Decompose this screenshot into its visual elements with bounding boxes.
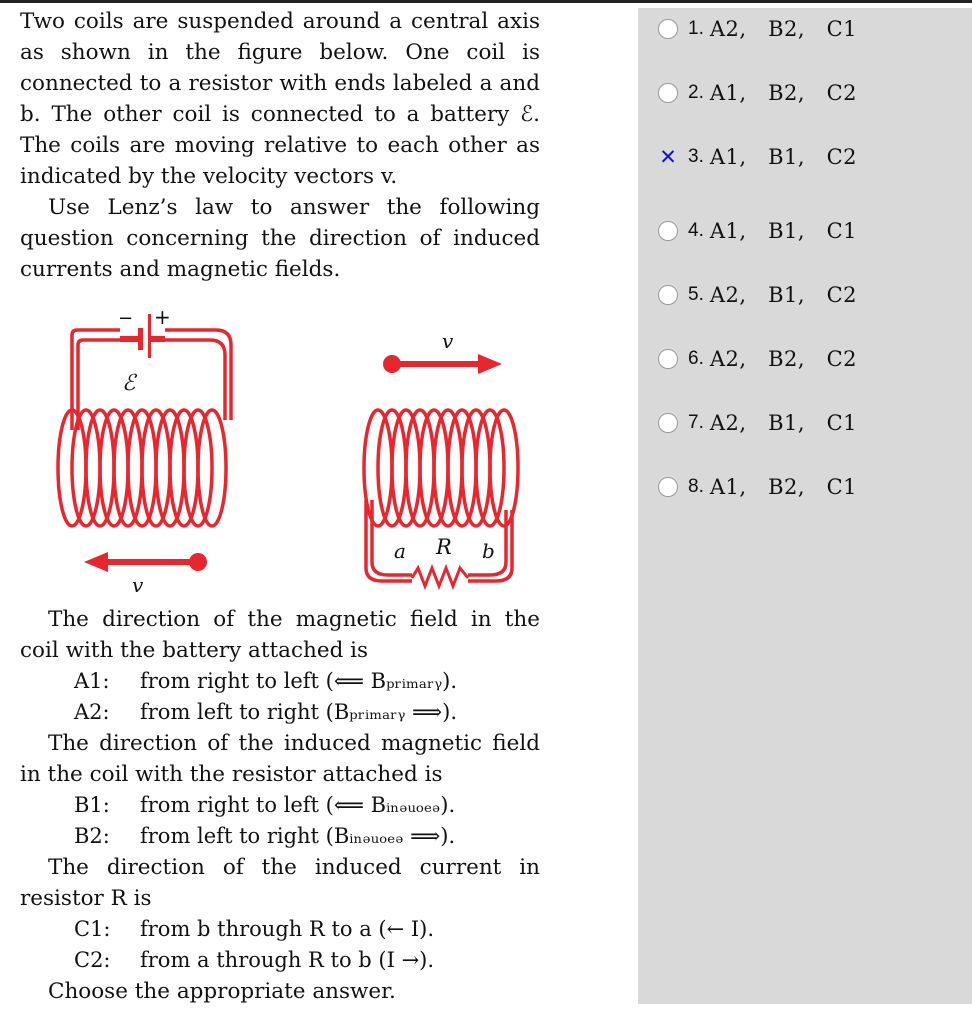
answer-panel [638,8,972,1004]
answer-choice-1[interactable] [658,14,857,44]
question-parts [20,604,540,1007]
resistor-R-label: R [436,535,452,559]
velocity-label-right: v [442,329,454,353]
wrong-mark-icon[interactable]: ✕ [659,145,677,169]
choice-value: A2, B2, C1 [709,17,858,41]
choice-number: 6. [688,348,704,369]
choice-value: A1, B2, C2 [709,81,858,105]
partB-prompt: The direction of the induced magnetic field in the coil with the resistor attached is [20,731,540,787]
velocity-arrow-left [84,552,207,572]
partC-option-1-label: C1: [74,917,111,941]
resistor-end-b: b [482,539,495,563]
battery-minus: − [118,308,134,329]
velocity-arrow-right [383,354,502,374]
partB-option-1-text: from right to left (⟸ Bᵢₙₔᵤₒₑₔ). [140,793,456,817]
partB-option-2-label: B2: [74,824,110,848]
partA-option-1-text: from right to left (⟸ Bₚᵣᵢₘₐᵣᵧ). [140,669,458,693]
partA-option-2-text: from left to right (Bₚᵣᵢₘₐᵣᵧ ⟹). [140,700,458,724]
choice-value: A2, B1, C1 [709,411,858,435]
choice-value: A2, B1, C2 [709,283,858,307]
top-border [0,0,972,3]
partC-option-1-text: from b through R to a (← I). [140,917,435,941]
resistor-end-a: a [394,539,406,563]
partA-option-1-label: A1: [74,669,110,693]
radio-button-icon[interactable] [658,285,678,305]
choice-number: 7. [688,412,704,433]
partC-option-2-text: from a through R to b (I →). [140,948,435,972]
radio-button-icon[interactable] [658,413,678,433]
radio-button-icon[interactable] [658,477,678,497]
battery-plus: + [154,305,171,329]
choice-number: 1. [688,18,704,39]
choice-value: A1, B1, C1 [709,219,858,243]
partA-prompt: The direction of the magnetic field in the coil with the battery attached is [20,607,540,663]
partC-option-1 [20,914,540,945]
coils-figure [20,300,540,600]
resistor-zigzag [412,568,468,586]
partB-option-2-text: from left to right (Bᵢₙₔᵤₒₑₔ ⟹). [140,824,456,848]
choice-number: 3. [688,146,704,167]
velocity-label-left: v [132,573,144,597]
radio-button-icon[interactable] [658,83,678,103]
partC-option-2-label: C2: [74,948,111,972]
question-instruction: Use Lenz’s law to answer the following question concerning the direction of induced currents and magnetic fields. [20,195,540,282]
choice-value: A1, B1, C2 [709,145,858,169]
answer-choice-2[interactable] [658,78,857,108]
choice-number: 5. [688,284,704,305]
answer-choice-5[interactable] [658,280,857,310]
partB-option-2 [20,821,540,852]
answer-choice-7[interactable] [658,408,857,438]
choice-value: A2, B2, C2 [709,347,858,371]
emf-label: ℰ [122,371,136,396]
answer-choice-8[interactable] [658,472,857,502]
answer-choice-3[interactable] [658,142,857,172]
partB-option-1-label: B1: [74,793,110,817]
choice-number: 4. [688,220,704,241]
partB-option-1 [20,790,540,821]
closing-instruction: Choose the appropriate answer. [48,979,396,1004]
answer-choice-6[interactable] [658,344,857,374]
choice-number: 8. [688,476,704,497]
partA-option-1 [20,666,540,697]
partC-option-2 [20,945,540,976]
partC-prompt: The direction of the induced current in resistor R is [20,855,540,911]
radio-button-icon[interactable] [658,19,678,39]
answer-choice-4[interactable] [658,216,857,246]
battery-coil [58,330,231,526]
radio-button-icon[interactable] [658,349,678,369]
choice-number: 2. [688,82,704,103]
radio-button-icon[interactable] [658,221,678,241]
partA-option-2 [20,697,540,728]
question-intro: Two coils are suspended around a central axis as shown in the figure below. One coil is connected to a resistor with ends labeled a and b. The other coil is connected to a battery ℰ. The coils are moving relative to each other as indicated by the velocity vectors v. [20,9,540,189]
choice-value: A1, B2, C1 [709,475,858,499]
question-text [20,6,540,285]
partA-option-2-label: A2: [74,700,110,724]
